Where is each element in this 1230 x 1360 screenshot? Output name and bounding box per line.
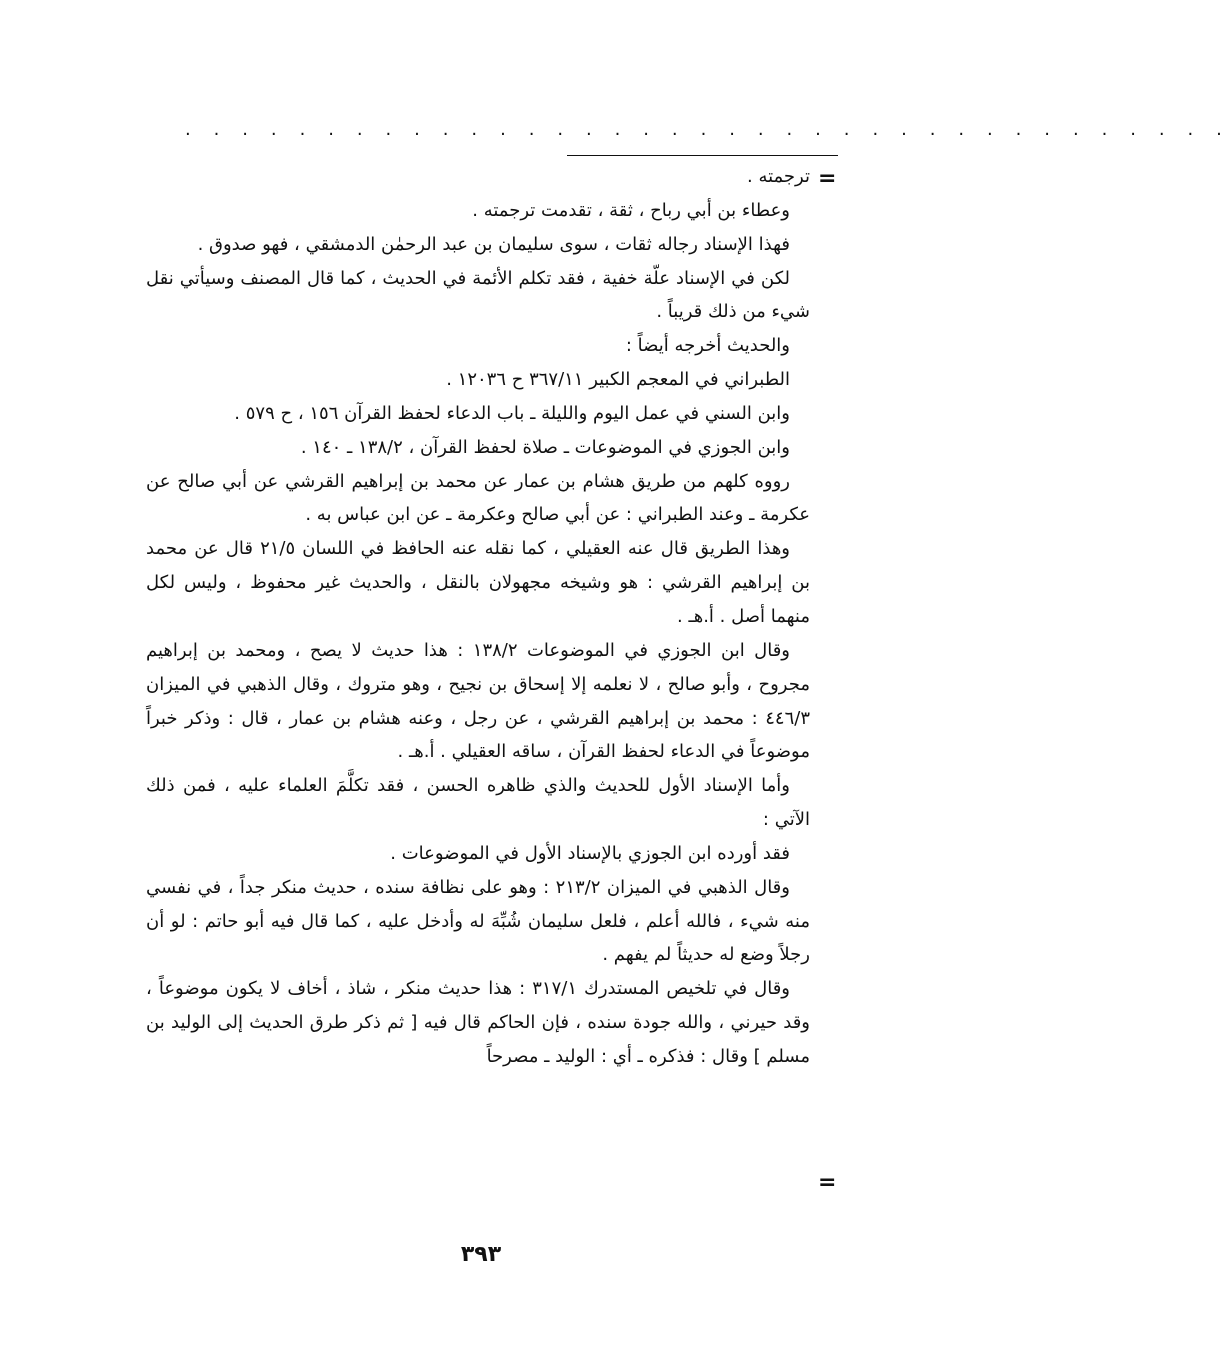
paragraph: وهذا الطريق قال عنه العقيلي ، كما نقله عنه الحافظ في اللسان ٢١/٥ قال عن محمد بن إبراهيم القرشي : هو وشيخه مجهولان بالنقل ، والحديث غير محفوظ ، وليس لكل منهما أصل . أ.هـ . — [146, 538, 810, 627]
paragraph: وعطاء بن أبي رباح ، ثقة ، تقدمت ترجمته . — [472, 199, 790, 221]
paragraph: وقال ابن الجوزي في الموضوعات ١٣٨/٢ : هذا حديث لا يصح ، ومحمد بن إبراهيم مجروح ، وأبو صالح ، لا نعلمه إلا إسحاق بن نجيح ، وهو متروك ، وقال الذهبي في الميزان ٤٤٦/٣ : محمد بن إبراهيم القرشي ، عن رجل ، وعنه هشام بن عمار ، قال : وذكر خبراً موضوعاً في الدعاء لحفظ القرآن ، ساقه العقيلي . أ.هـ . — [146, 639, 810, 763]
paragraph: وابن الجوزي في الموضوعات ـ صلاة لحفظ القرآن ، ١٣٨/٢ ـ ١٤٠ . — [300, 436, 790, 458]
dotted-separator: . . . . . . . . . . . . . . . . . . . . . . . . . . . . . . . . . . . . . — [185, 119, 1230, 140]
paragraph: الطبراني في المعجم الكبير ٣٦٧/١١ ح ١٢٠٣٦ . — [446, 369, 790, 391]
footnote-rule — [567, 155, 838, 156]
continuation-mark-bottom: = — [818, 1170, 837, 1195]
paragraph: فهذا الإسناد رجاله ثقات ، سوى سليمان بن عبد الرحمٰن الدمشقي ، فهو صدوق . — [197, 233, 790, 255]
paragraph: وأما الإسناد الأول للحديث والذي ظاهره الحسن ، فقد تكلَّمَ العلماء عليه ، فمن ذلك الآتي : — [146, 775, 810, 831]
page-number: ٣٩٣ — [460, 1242, 502, 1267]
paragraph: ترجمته . — [747, 166, 810, 187]
paragraph: وابن السني في عمل اليوم والليلة ـ باب الدعاء لحفظ القرآن ١٥٦ ، ح ٥٧٩ . — [234, 402, 790, 424]
footnote-text — [146, 160, 810, 1074]
paragraph: فقد أورده ابن الجوزي بالإسناد الأول في الموضوعات . — [390, 842, 790, 864]
paragraph: وقال الذهبي في الميزان ٢١٣/٢ : وهو على نظافة سنده ، حديث منكر جداً ، في نفسي منه شيء ، فالله أعلم ، فلعل سليمان شُبِّهَ له وأدخل عليه ، كما قال فيه أبو حاتم : لو أن رجلاً وضع له حديثاً لم يفهم . — [146, 876, 810, 966]
paragraph: وقال في تلخيص المستدرك ٣١٧/١ : هذا حديث منكر ، شاذ ، أخاف لا يكون موضوعاً ، وقد حيرني ، والله جودة سنده ، فإن الحاكم قال فيه [ ثم ذكر طرق الحديث إلى الوليد بن مسلم ] وقال : فذكره ـ أي : الوليد ـ مصرحاً — [146, 978, 810, 1067]
paragraph: لكن في الإسناد علّة خفية ، فقد تكلم الأئمة في الحديث ، كما قال المصنف وسيأتي نقل شيء من ذلك قريباً . — [146, 267, 810, 323]
continuation-mark-top: = — [818, 166, 837, 191]
paragraph: والحديث أخرجه أيضاً : — [625, 335, 790, 357]
paragraph: رووه كلهم من طريق هشام بن عمار عن محمد بن إبراهيم القرشي عن أبي صالح عن عكرمة ـ وعند الطبراني : عن أبي صالح وعكرمة ـ عن ابن عباس به . — [146, 470, 810, 526]
